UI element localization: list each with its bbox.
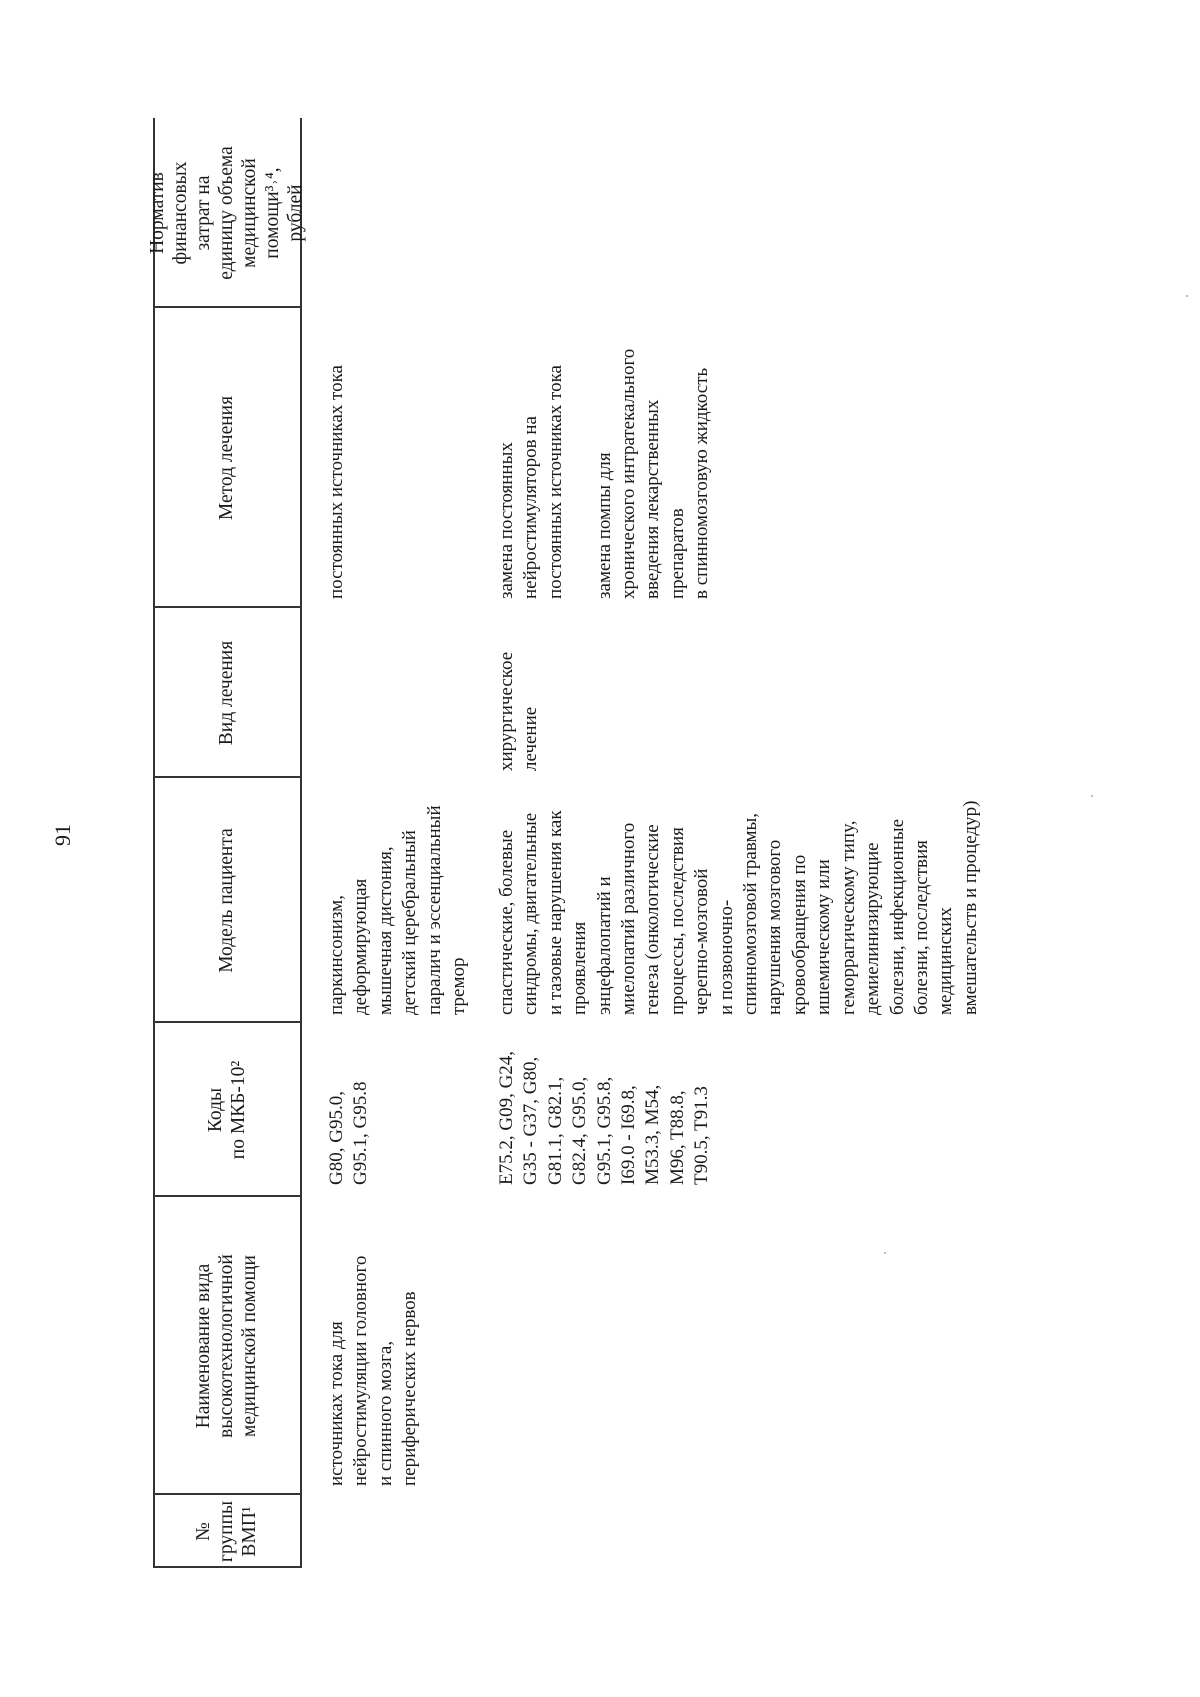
row1-patient-model: паркинсонизм, деформирующая мышечная дистония, детский церебральный паралич и эссенциальный тремор bbox=[326, 805, 470, 1015]
row2-icd-codes: E75.2, G09, G24, G35 - G37, G80, G81.1, G82.1, G82.4, G95.0, G95.1, G95.8, I69.0 - I69.8, M53.3, M54, M96, T88.8, T90.5, T91.3 bbox=[496, 1050, 713, 1185]
row2-treatment-type: хирургическое лечение bbox=[496, 651, 542, 771]
header-treatment-method: Метод лечения bbox=[216, 395, 237, 521]
page-number: 91 bbox=[50, 824, 75, 846]
header-care-name: Наименование вида высокотехнологичной медицинской помощи bbox=[193, 1254, 260, 1438]
header-treatment-type: Вид лечения bbox=[216, 640, 237, 746]
row1-treatment-method: постоянных источниках тока bbox=[326, 365, 347, 599]
scan-speck bbox=[884, 1252, 886, 1254]
row2-patient-model: спастические, болевые синдромы, двигательные и тазовые нарушения как проявления энцефалопатий и миелопатий различного генеза (онкологические процессы, последствия черепно-мозговой и позвоночно- спинномозговой травмы, нарушения мозгового кровообращения по ишемическому или геморрагическому типу, демиелинизирующие болезни, инфекционные болезни, последствия медицинских вмешательств и процедур) bbox=[496, 800, 981, 1015]
scan-speck bbox=[1091, 795, 1093, 797]
header-icd-codes: Коды по МКБ-10² bbox=[204, 1060, 249, 1160]
header-group-number: № группы ВМП¹ bbox=[193, 1500, 260, 1563]
row1-icd-codes: G80, G95.0, G95.1, G95.8 bbox=[326, 1081, 372, 1185]
header-cost-standard: Норматив финансовых затрат на единицу объема медицинской помощи³˒⁴, рублей bbox=[147, 146, 306, 280]
table-header-rule bbox=[300, 118, 302, 1568]
header-patient-model: Модель пациента bbox=[216, 828, 237, 973]
row1-care-name: источниках тока для нейростимуляции головного и спинного мозга, периферических нервов bbox=[326, 1255, 421, 1486]
vmp-table bbox=[147, 118, 1200, 1568]
scan-speck bbox=[1186, 295, 1188, 297]
row2-treatment-method: замена постоянных нейростимуляторов на постоянных источниках тока замена помпы для хронического интратекального введения лекарственных препаратов в спинномозговую жидкость bbox=[496, 348, 713, 599]
